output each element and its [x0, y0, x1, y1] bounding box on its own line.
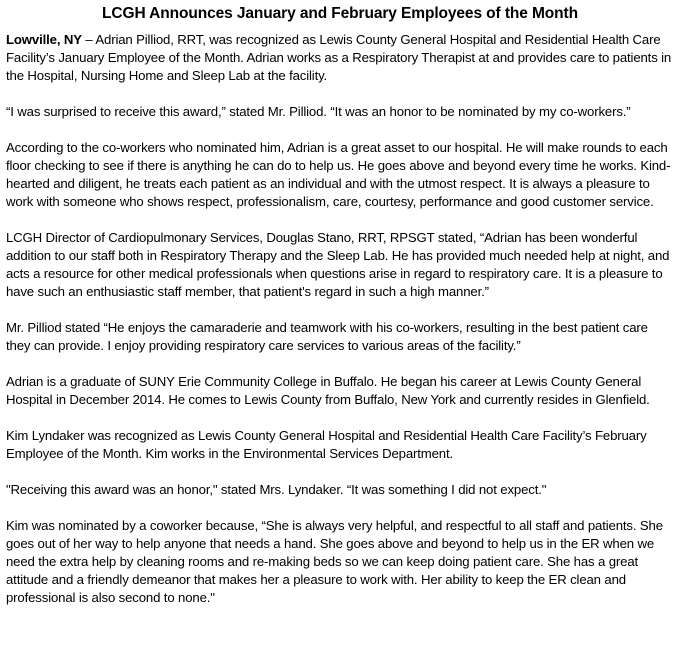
paragraph-pilliod-quote: “I was surprised to receive this award,” stated Mr. Pilliod. “It was an honor to be nominated by my co-workers.” [6, 104, 631, 119]
paragraph-education: Adrian is a graduate of SUNY Erie Community College in Buffalo. He began his career at Lewis County General Hospital in December 2014. He comes to Lewis County from Buffalo, New York and currently resides in Glenfield. [6, 374, 650, 407]
headline: LCGH Announces January and February Employees of the Month [102, 5, 578, 22]
paragraph-lyndaker-nomination: Kim was nominated by a coworker because, “She is always very helpful, and respectful to all staff and patients. She goes out of her way to help anyone that needs a hand. She goes above and beyond to help us in the ER when we need the extra help by cleaning rooms and re-making beds so we can keep doing patient care. She has a great attitude and a friendly demeanor that makes her a pleasure to work with. Her ability to keep the ER clean and professional is also second to none." [6, 518, 663, 605]
paragraph-intro [6, 31, 674, 85]
paragraph-director-quote: LCGH Director of Cardiopulmonary Services, Douglas Stano, RRT, RPSGT stated, “Adrian has been wonderful addition to our staff both in Respiratory Therapy and the Sleep Lab. He has provided much needed help at night, and acts a resource for other medical professionals when questions arise in regard to respiratory care. It is a pleasure to have such an enthusiastic staff member, that patient's regard in such a high manner.” [6, 230, 670, 299]
paragraph-pilliod-statement: Mr. Pilliod stated “He enjoys the camaraderie and teamwork with his co-workers, resulting in the best patient care they can provide. I enjoy providing respiratory care services to various areas of the facility.” [6, 320, 648, 353]
paragraph-coworkers: According to the co-workers who nominated him, Adrian is a great asset to our hospital. He will make rounds to each floor checking to see if there is anything he can do to help us. He goes above and beyond every time he works. Kind-hearted and diligent, he treats each patient as an individual and with the utmost respect. It is always a pleasure to work with someone who shows respect, professionalism, care, courtesy, performance and good customer service. [6, 140, 671, 209]
paragraph-lyndaker-recognition: Kim Lyndaker was recognized as Lewis County General Hospital and Residential Health Care Facility’s February Employee of the Month. Kim works in the Environmental Services Department. [6, 428, 647, 461]
paragraph-intro-text: – Adrian Pilliod, RRT, was recognized as Lewis County General Hospital and Residential Health Care Facility’s January Employee of the Month. Adrian works as a Respiratory Therapist at and provides care to patients in the Hospital, Nursing Home and Sleep Lab at the facility. [6, 32, 672, 83]
paragraph-lyndaker-quote: "Receiving this award was an honor," stated Mrs. Lyndaker. “It was something I did not expect." [6, 482, 547, 497]
dateline: Lowville, NY [6, 32, 82, 47]
